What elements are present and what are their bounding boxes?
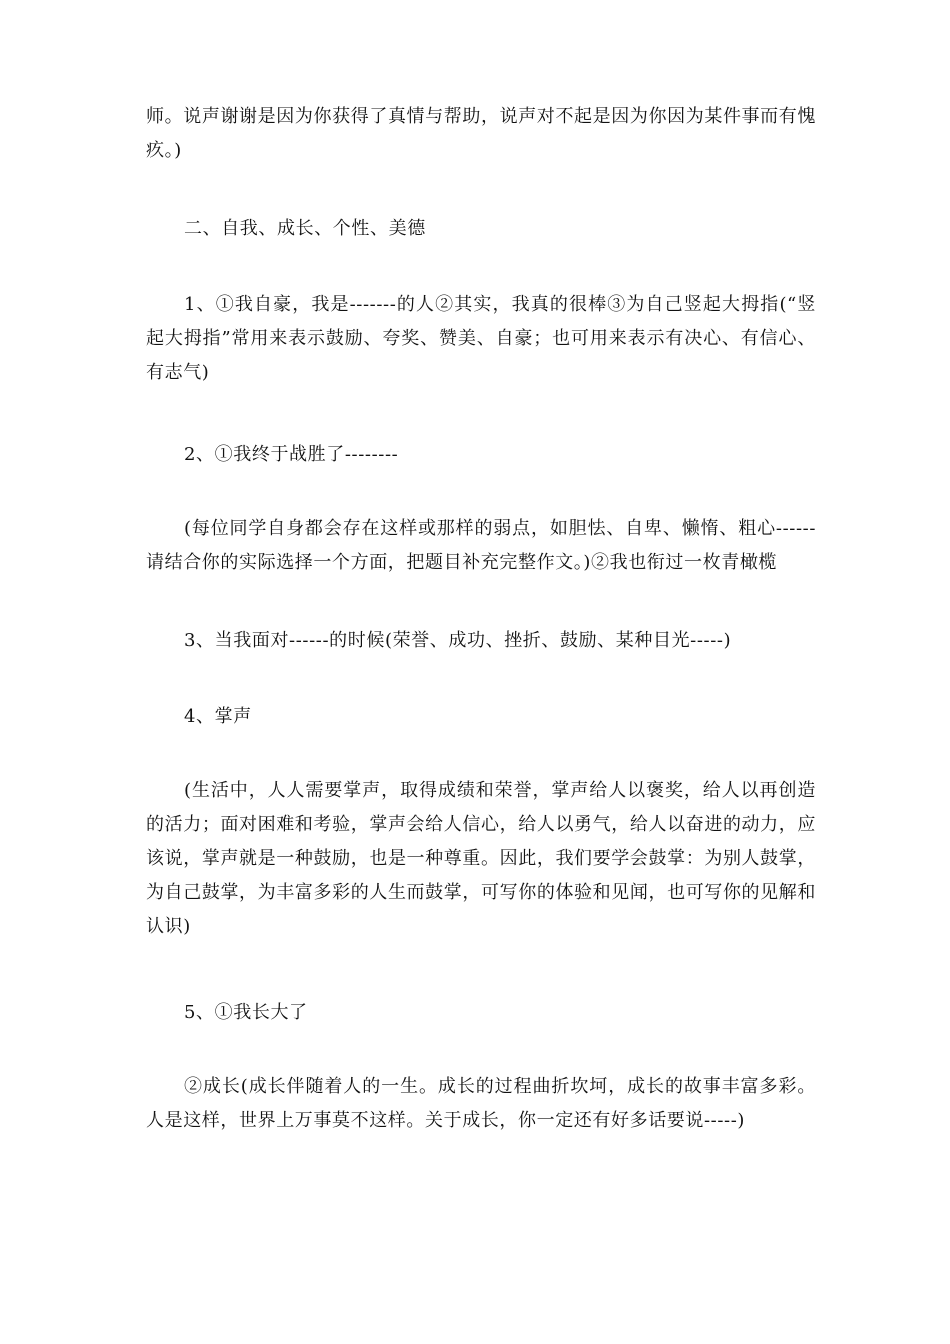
topic-item-5: 5、①我长大了 [184,1002,308,1023]
topic-item-2-note: (每位同学自身都会存在这样或那样的弱点，如胆怯、自卑、懒惰、粗心------请结合你的实际选择一个方面，把题目补充完整作文。)②我也衔过一枚青橄榄 [146,518,816,573]
topic-item-4-note: (生活中，人人需要掌声，取得成绩和荣誉，掌声给人以褒奖，给人以再创造的活力；面对困难和考验，掌声会给人信心，给人以勇气，给人以奋进的动力，应该说，掌声就是一种鼓励，也是一种尊重。因此，我们要学会鼓掌：为别人鼓掌，为自己鼓掌，为丰富多彩的人生而鼓掌，可写你的体验和见闻，也可写你的见解和认识) [146,780,816,937]
section-heading: 二、自我、成长、个性、美德 [184,218,426,239]
topic-item-2: 2、①我终于战胜了-------- [184,444,399,465]
continuation-paragraph: 师。说声谢谢是因为你获得了真情与帮助，说声对不起是因为你因为某件事而有愧疚。) [146,106,816,161]
topic-item-1: 1、①我自豪，我是-------的人②其实，我真的很棒③为自己竖起大拇指(“竖起大拇指”常用来表示鼓励、夸奖、赞美、自豪；也可用来表示有决心、有信心、有志气) [146,294,816,383]
topic-item-5-note: ②成长(成长伴随着人的一生。成长的过程曲折坎坷，成长的故事丰富多彩。人是这样，世界上万事莫不这样。关于成长，你一定还有好多话要说-----) [146,1076,816,1131]
topic-item-4: 4、掌声 [184,706,252,727]
topic-item-3: 3、当我面对------的时候(荣誉、成功、挫折、鼓励、某种目光-----) [184,630,732,651]
